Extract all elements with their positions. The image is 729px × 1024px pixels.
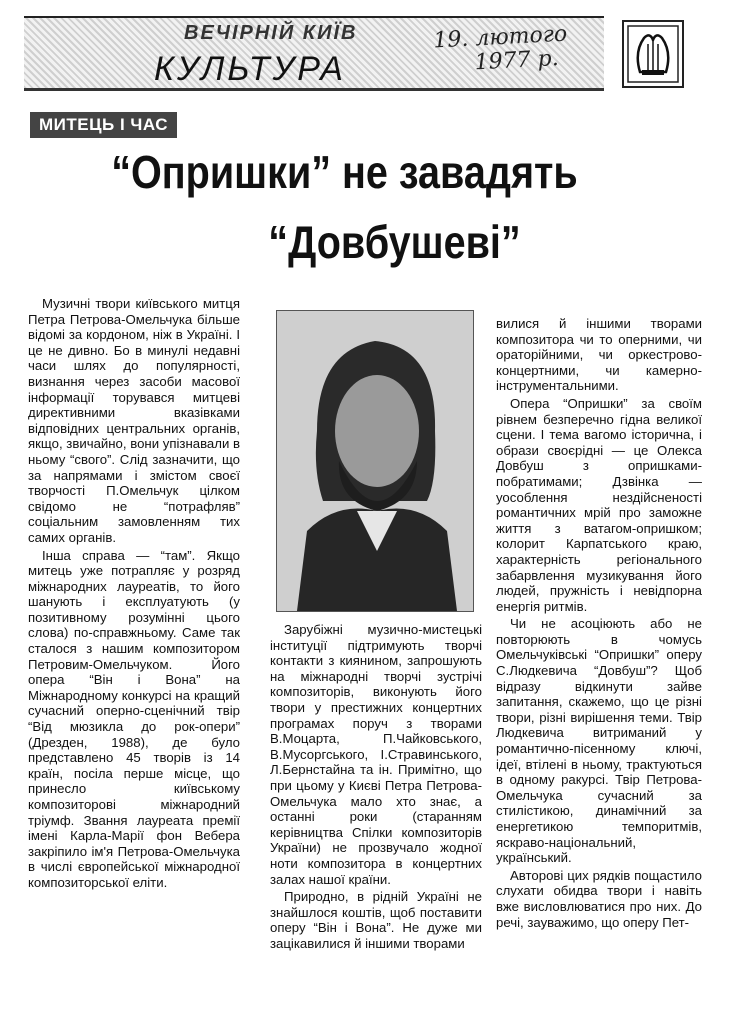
headline-line-2: “Довбушеві” (268, 216, 521, 268)
paragraph: вилися й іншими творами композитора чи то оперними, чи ораторійними, чи оркестрово-концертними, чи камерно-інструментальними. (496, 316, 702, 394)
masthead (24, 16, 604, 90)
paragraph: Зарубіжні музично-мистецькі інституції підтримують творчі контакти з киянином, запрошують на міжнародні творчі зустрічі композиторів, виконують його твори у престижних концертних програмах поруч з творами В.Моцарта, П.Чайковського, В.Мусоргського, І.Стравинського, Л.Бернстайна та ін. Примітно, що при цьому у Києві Петра Петрова-Омельчука мало хто знає, а останні роки (старанням керівництва Спілки композиторів України) не прозвучало жодної ноти композитора в концертних залах нашої країни. (270, 622, 482, 887)
article-column-1 (28, 296, 240, 893)
portrait-photo (276, 310, 474, 612)
article-column-3 (496, 316, 702, 932)
lyre-emblem-icon (622, 20, 684, 88)
paragraph: Музичні твори київського митця Петра Петрова-Омельчука більше відомі за кордоном, ніж в Україні. І це не дивно. Бо в минулі недавні часи шлях до популярності, визнання через засоби масової інформації торувався митцеві директивними вказівками відповідних центральних органів, якщо, звичайно, вони упізнавали в ньому “свого”. Слід зазначити, що за напрямами і змістом своєї творчості П.Омельчук цілком свідомо не “потрафляв” соціальним замовленням тих самих органів. (28, 296, 240, 545)
rubric-title: КУЛЬТУРА (154, 50, 346, 88)
section-label: МИТЕЦЬ І ЧАС (30, 112, 177, 138)
date-line-2: 1977 р. (473, 46, 560, 76)
headline-line-1: “Опришки” не завадять (111, 146, 578, 198)
article-column-2 (270, 622, 482, 953)
date-line-1: 19. лютого (432, 21, 568, 54)
handwritten-date (433, 23, 569, 78)
paragraph: Чи не асоціюють або не повторюють в чомусь Омельчуківські “Опришки” оперу С.Людкевича “Довбуш”? Щоб відразу відкинути зайве запитання, скажемо, що це різні твори, різні вирішення теми. Твір Людкевича витриманий у романтично-пісенному ключі, ідеї, втілені в ньому, трактуються в одному ракурсі. Твір Петрова-Омельчука сучасний за стилістикою, динамічний за енергетикою темпоритмів, яскраво-національний, український. (496, 616, 702, 866)
paragraph: Інша справа — “там”. Якщо митець уже потрапляє у розряд міжнародних лауреатів, то його шанують і експлуатують (у позитивному розумінні цього слова) по-справжньому. Саме так сталося з нашим композитором Петровим-Омельчуком. Його опера “Він і Вона” на Міжнародному конкурсі на кращий сучасний оперно-сценічний твір “Від мюзикла до рок-опери” (Дрезден, 1988), де було представлено 45 творів із 14 країн, посіла перше місце, що принесло київському композиторові міжнародний тріумф. Звання лауреата премії імені Карла-Марії фон Вебера закріпило ім'я Петрова-Омельчука в числі європейської міжнародної композиторської еліти. (28, 547, 240, 890)
paragraph: Опера “Опришки” за своїм рівнем безперечно гідна великої сцени. І тема вагомо історична, і образи своєрідні — це Олекса Довбуш з опришками-побратимами; Дзвінка — уособлення нездійсненості романтичних мрій про заможне життя з ватагом-опришком; колорит Карпатського краю, характерність регіонального забарвлення музикування його людей, пружність і невідпорна енергія ритмів. (496, 395, 702, 614)
paragraph: Природно, в рідній Україні не знайшлося коштів, щоб поставити оперу “Він і Вона”. Не дуже ми зацікавилися й іншими творами (270, 889, 482, 951)
newspaper-name: ВЕЧІРНІЙ КИЇВ (184, 22, 358, 44)
masthead-underline (24, 88, 604, 91)
paragraph: Авторові цих рядків пощастило слухати обидва твори і навіть вже висловлюватися про них. До речі, зауважимо, що оперу Пет- (496, 867, 702, 930)
